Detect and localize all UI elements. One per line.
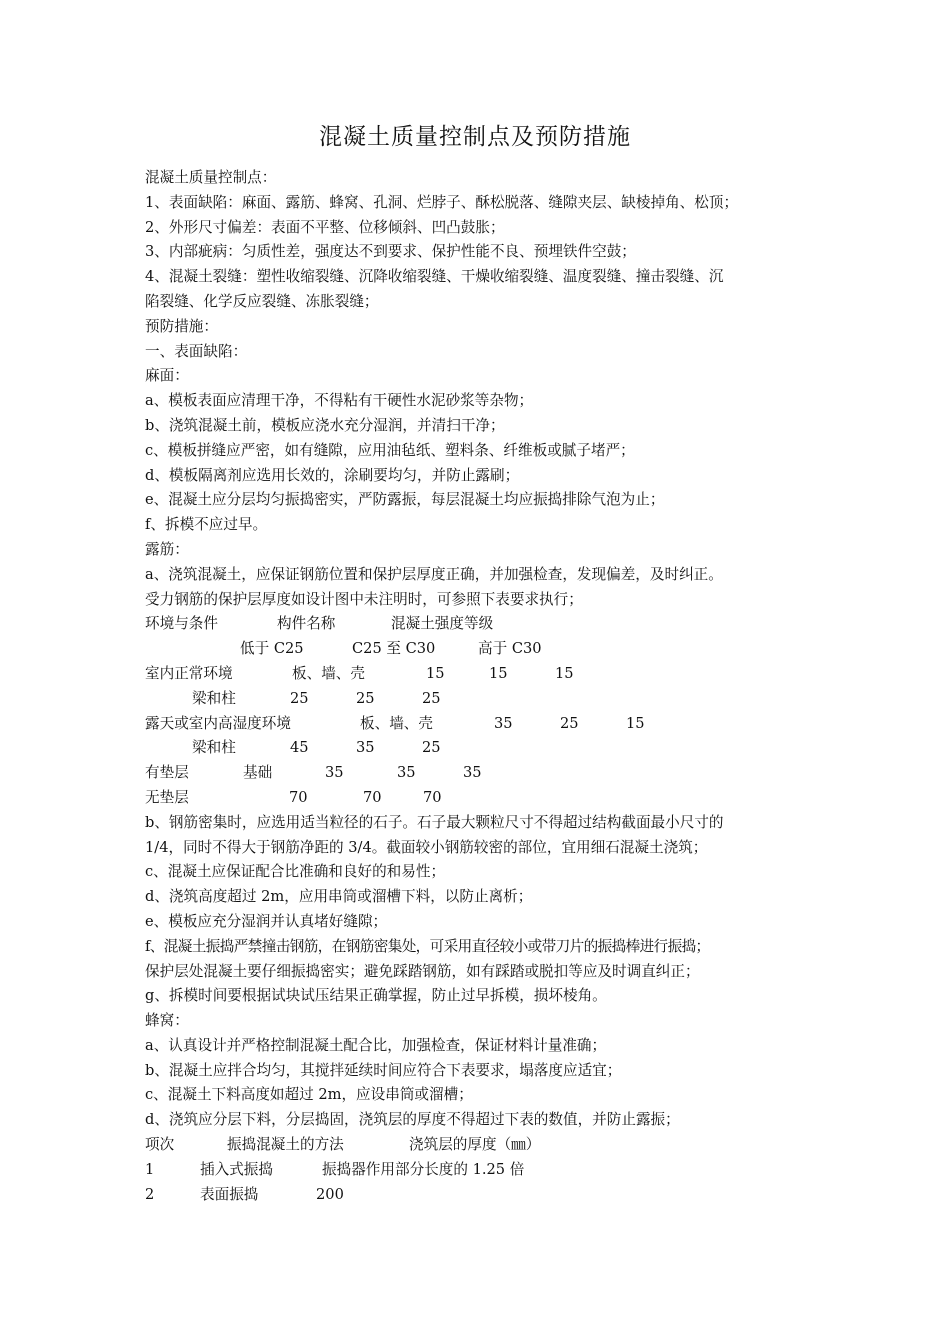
paragraph-line: 一、表面缺陷： [145,342,248,360]
table-cell: 15 [626,714,645,732]
table-cell: 15 [555,664,574,682]
paragraph-line: b、钢筋密集时，应选用适当粒径的石子。石子最大颗粒尺寸不得超过结构截面最小尺寸的 [145,813,724,831]
table-cell: 2 [145,1185,155,1203]
table-row [145,662,825,687]
table-cell: 梁和柱 [192,689,236,707]
paragraph-line: 陷裂缝、化学反应裂缝、冻胀裂缝； [145,292,379,310]
table-cell: 表面振捣 [200,1185,259,1203]
paragraph-line: 混凝土质量控制点： [145,169,277,186]
table-cell: 有垫层 [145,764,189,782]
table-cell: 高于 C30 [478,640,542,658]
table-row [145,786,825,811]
cover-table-subheader [145,637,825,662]
table-cell: 70 [363,788,382,806]
paragraph-line: e、模板应充分湿润并认真堵好缝隙； [145,912,388,930]
table-cell: 25 [422,739,441,757]
table-cell: 45 [290,739,309,757]
table-row [145,736,825,761]
paragraph-line: b、浇筑混凝土前，模板应浇水充分湿润，并清扫干净； [145,416,505,434]
paragraph-line: c、混凝土应保证配合比准确和良好的和易性； [145,863,446,881]
paragraph-line: 麻面： [145,367,189,385]
table-cell: 混凝土强度等级 [391,615,494,633]
table-row [145,1183,825,1208]
table-row [145,1158,825,1183]
layer-table-header [145,1133,825,1158]
table-cell: 环境与条件 [145,615,218,633]
table-cell: 25 [290,689,309,707]
table-cell: 振捣器作用部分长度的 1.25 倍 [322,1160,525,1178]
paragraph-line: a、认真设计并严格控制混凝土配合比，加强检查，保证材料计量准确； [145,1036,607,1054]
table-row [145,687,825,712]
table-cell: 项次 [145,1136,175,1154]
paragraph-line: e、混凝土应分层均匀振捣密实，严防露振，每层混凝土均应振捣排除气泡为止； [145,491,665,509]
table-cell: 1 [145,1160,155,1178]
table-cell: C25 至 C30 [352,640,436,658]
table-cell: 25 [560,714,579,732]
paragraph-line: a、浇筑混凝土，应保证钢筋位置和保护层厚度正确，并加强检查，发现偏差，及时纠正。 [145,565,723,583]
table-cell: 梁和柱 [192,739,236,757]
paragraph-line: 1/4，同时不得大于钢筋净距的 3/4。截面较小钢筋较密的部位，宜用细石混凝土浇筑； [145,838,708,856]
table-cell: 插入式振捣 [200,1160,273,1178]
document-title: 混凝土质量控制点及预防措施 [319,124,631,150]
table-row [145,712,825,737]
table-cell: 35 [397,764,416,782]
table-cell: 70 [423,788,442,806]
table-cell: 25 [422,689,441,707]
paragraph-line: 1、表面缺陷：麻面、露筋、蜂窝、孔洞、烂脖子、酥松脱落、缝隙夹层、缺棱掉角、松顶； [145,193,739,211]
table-cell: 200 [316,1185,344,1203]
paragraph-line: a、模板表面应清理干净，不得粘有干硬性水泥砂浆等杂物； [145,392,534,410]
table-cell: 振捣混凝土的方法 [227,1136,344,1154]
table-cell: 70 [289,788,308,806]
paragraph-line: f、拆模不应过早。 [145,516,268,534]
table-cell: 15 [489,664,508,682]
table-cell: 15 [426,664,445,682]
paragraph-line: f、混凝土振捣严禁撞击钢筋，在钢筋密集处，可采用直径较小或带刀片的振捣棒进行振捣； [145,937,710,955]
paragraph-line: 3、内部疵病：匀质性差，强度达不到要求、保护性能不良、预埋铁件空鼓； [145,243,636,261]
table-cell: 低于 C25 [240,640,304,658]
table-cell: 25 [356,689,375,707]
document-body [145,166,825,1207]
paragraph-line: d、模板隔离剂应选用长效的，涂刷要均匀，并防止露刷； [145,466,520,484]
paragraph-line: b、混凝土应拌合均匀，其搅拌延续时间应符合下表要求，塌落度应适宜； [145,1061,622,1079]
cover-table-header [145,612,825,637]
table-cell: 板、墙、壳 [292,664,365,682]
paragraph-line: 保护层处混凝土要仔细振捣密实；避免踩踏钢筋，如有踩踏或脱扣等应及时调直纠正； [145,962,700,980]
table-cell: 板、墙、壳 [360,714,433,732]
table-row [145,761,825,786]
table-cell: 35 [325,764,344,782]
paragraph-line: 受力钢筋的保护层厚度如设计图中未注明时，可参照下表要求执行； [145,590,583,608]
paragraph-line: 2、外形尺寸偏差：表面不平整、位移倾斜、凹凸鼓胀； [145,218,505,236]
paragraph-line: 蜂窝： [145,1012,189,1030]
table-cell: 室内正常环境 [145,664,233,682]
paragraph-line: 预防措施： [145,317,218,335]
paragraph-line: 4、混凝土裂缝：塑性收缩裂缝、沉降收缩裂缝、干燥收缩裂缝、温度裂缝、撞击裂缝、沉 [145,268,724,286]
table-cell: 浇筑层的厚度（㎜） [409,1136,541,1154]
paragraph-line: d、浇筑高度超过 2m，应用串筒或溜槽下料，以防止离析； [145,888,533,906]
table-cell: 35 [494,714,513,732]
paragraph-line: d、浇筑应分层下料，分层捣固，浇筑层的厚度不得超过下表的数值，并防止露振； [145,1111,680,1129]
table-cell: 无垫层 [145,788,189,806]
paragraph-line: g、拆模时间要根据试块试压结果正确掌握，防止过早拆模，损坏棱角。 [145,987,607,1005]
table-cell: 构件名称 [277,615,336,633]
table-cell: 35 [356,739,375,757]
paragraph-line: c、模板拼缝应严密，如有缝隙，应用油毡纸、塑料条、纤维板或腻子堵严； [145,441,635,459]
table-cell: 35 [463,764,482,782]
table-cell: 露天或室内高湿度环境 [145,714,291,732]
table-cell: 基础 [243,764,273,782]
paragraph-line: c、混凝土下料高度如超过 2m，应设串筒或溜槽； [145,1086,473,1104]
paragraph-line: 露筋： [145,540,189,558]
